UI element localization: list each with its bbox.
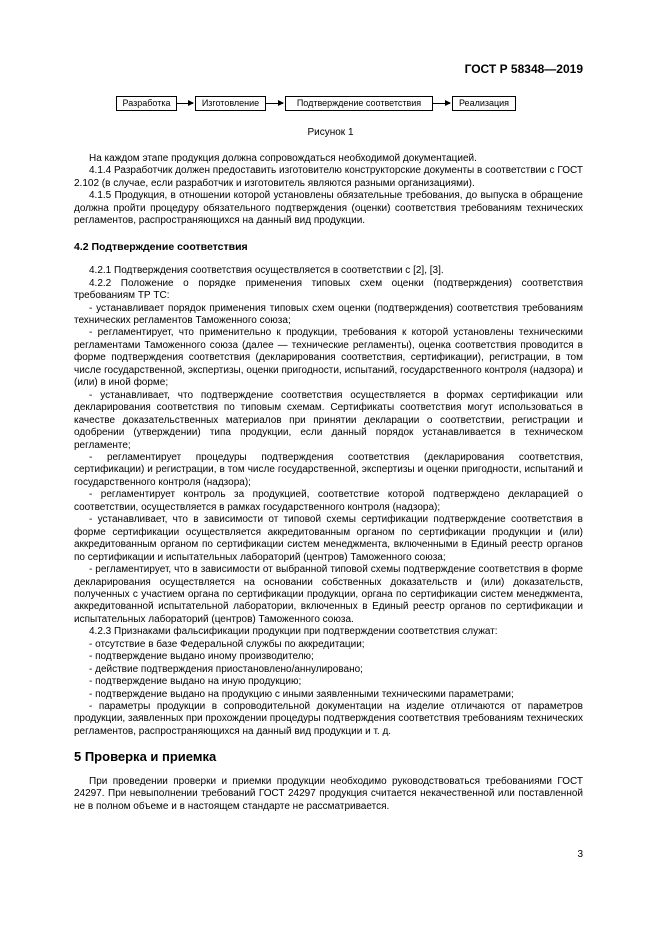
list-item: - параметры продукции в сопроводительной документации на изделие отличаются от параметров продукции, заявленных при прохождении процедуры подтверждения соответствия требованиям технических регламентов, распространяющихся на данный вид продукции и т. д. (74, 701, 583, 737)
list-item: - подтверждение выдано на иную продукцию; (89, 676, 302, 688)
paragraph: 4.1.5 Продукция, в отношении которой установлены обязательные требования, до выпуска в обращение должна пройти процедуру обязательного подтверждения (оценки) соответствия требованиям технических регламентов, распространяющихся на данный вид продукции. (74, 190, 583, 227)
paragraph: При проведении проверки и приемки продукции необходимо руководствоваться требованиями ГОСТ 24297. При невыполнении требований ГОСТ 24297 продукция считается некачественной или поставленной не в полном объеме и в настоящем стандарте не рассматривается. (74, 775, 583, 812)
paragraph: 4.2.1 Подтверждения соответствия осуществляется в соответствии с [2], [3]. (89, 265, 444, 277)
paragraph: 4.2.2 Положение о порядке применения типовых схем оценки (подтверждения) соответствия требованиям ТР ТС: (74, 277, 583, 302)
list-item: - действие подтверждения приостановлено/аннулировано; (89, 663, 363, 675)
document-body (74, 153, 583, 813)
list-item: - подтверждение выдано иному производителю; (89, 651, 314, 663)
list-item: - регламентирует процедуры подтверждения соответствия (декларирования соответствия, сертификации) и регистрации, в том числе государственной, экспертизы и оценки пригодности, испытаний и государственного контроля (надзора); (74, 451, 583, 488)
document-id-header: ГОСТ Р 58348—2019 (464, 62, 583, 76)
flow-arrow (433, 103, 450, 104)
paragraph: 4.2.3 Признаками фальсификации продукции при подтверждении соответствия служат: (89, 626, 498, 638)
list-item: - устанавливает, что подтверждение соответствия осуществляется в формах сертификации или декларирования соответствия по типовым схемам. Сертификаты соответствия могут использоваться в качестве доказательственных материалов при принятии декларации о соответствии, регистрации и одобрении (утверждении) типа продукции, если данный порядок устанавливается в техническом регламенте; (74, 389, 583, 451)
paragraph: На каждом этапе продукция должна сопровождаться необходимой документацией. (89, 153, 477, 164)
list-item: - отсутствие в базе Федеральной службы по аккредитации; (89, 638, 365, 650)
page-number: 3 (577, 849, 583, 860)
figure-caption: Рисунок 1 (307, 127, 354, 138)
list-item: - устанавливает, что в зависимости от типовой схемы сертификации подтверждение соответствия в форме сертификации осуществляется аккредитованным органом по сертификации продукции и (или) аккредитованным органом по сертификации систем менеджмента, включенными в Единый реестр органов по сертификации и испытательных лабораторий (центров) Таможенного союза; (74, 514, 583, 563)
list-item: - регламентирует, что применительно к продукции, требования к которой установлены техническими регламентами Таможенного союза (далее — технические регламенты), оценка соответствия проводится в форме подтверждения соответствия (декларирования соответствия, сертификации), регистрации, в том числе государственной, экспертизы, оценки пригодности, испытаний, государственного контроля (надзора) и (или) в иной форме; (74, 327, 583, 389)
flow-step-development: Разработка (116, 96, 177, 111)
section-heading-4-2: 4.2 Подтверждение соответствия (74, 240, 248, 253)
flow-step-manufacturing: Изготовление (195, 96, 266, 111)
list-item: - подтверждение выдано на продукцию с иными заявленными техническими параметрами; (89, 688, 514, 700)
process-flow-diagram (116, 93, 516, 115)
paragraph: 4.1.4 Разработчик должен предоставить изготовителю конструкторские документы в соответствии с ГОСТ 2.102 (в случае, если разработчик и изготовитель являются разными организациями). (74, 165, 583, 189)
list-item: - регламентирует контроль за продукцией, соответствие которой подтверждено декларацией о соответствии, осуществляется в рамках государственного контроля (надзора); (74, 489, 583, 513)
list-item: - устанавливает порядок применения типовых схем оценки (подтверждения) соответствия требованиям технических регламентов Таможенного союза; (74, 302, 583, 326)
flow-step-sales: Реализация (452, 96, 516, 111)
flow-arrow (266, 103, 283, 104)
flow-step-conformity-confirmation: Подтверждение соответствия (285, 96, 433, 111)
flow-arrow (177, 103, 193, 104)
list-item: - регламентирует, что в зависимости от выбранной типовой схемы подтверждение соответствия в форме декларирования осуществляется на основании собственных доказательств и (или) доказательств, полученных с участием органа по сертификации продукции, органа по сертификации систем менеджмента, аккредитованной испытательной лаборатории, включенных в Единый реестр органов по сертификации и испытательных лабораторий (центров) Таможенного союза. (74, 564, 583, 625)
section-heading-5: 5 Проверка и приемка (74, 749, 217, 765)
